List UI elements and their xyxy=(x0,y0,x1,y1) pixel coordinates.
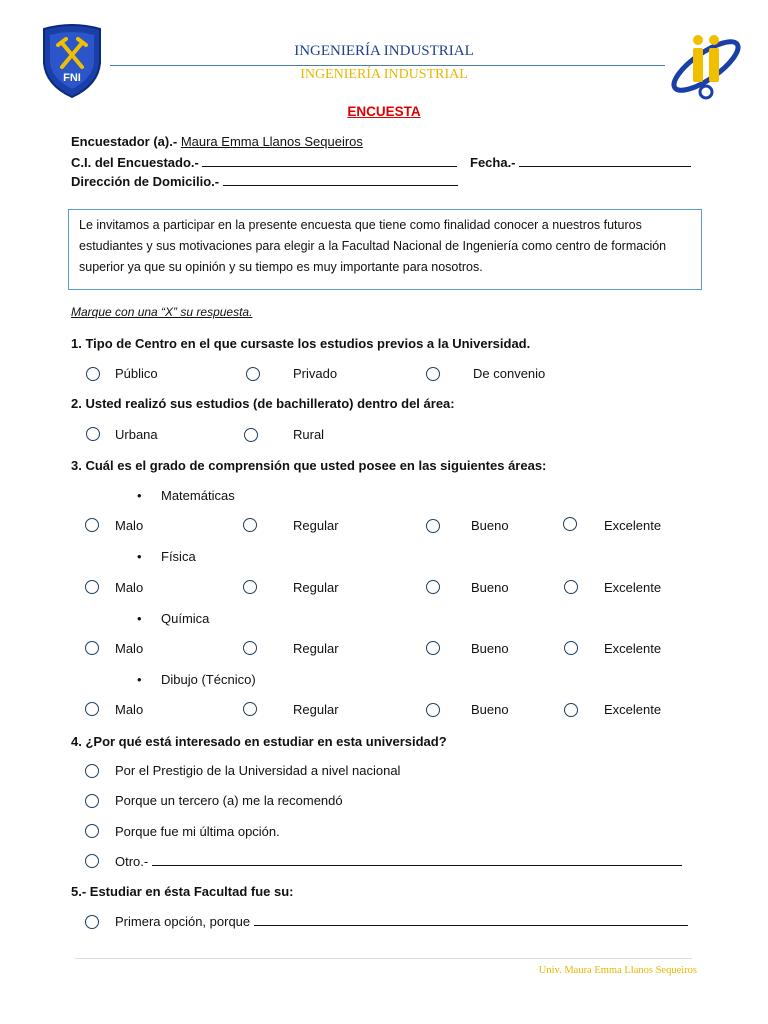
radio-otro[interactable] xyxy=(85,854,99,868)
ii-industrial-logo xyxy=(664,28,748,100)
option-privado: Privado xyxy=(293,366,338,381)
radio-qui-excelente[interactable] xyxy=(564,641,578,655)
radio-fis-malo[interactable] xyxy=(85,580,99,594)
radio-dib-regular[interactable] xyxy=(243,702,257,716)
label-mat-malo: Malo xyxy=(115,518,144,533)
question-3: 3. Cuál es el grado de comprensión que usted posee en las siguientes áreas: xyxy=(71,458,547,473)
radio-primera-opcion[interactable] xyxy=(85,915,99,929)
label-dib-bueno: Bueno xyxy=(471,702,509,717)
area-dibujo: • Dibujo (Técnico) xyxy=(161,672,256,687)
encuestador-label: Encuestador (a).- xyxy=(71,134,178,149)
fecha-field[interactable] xyxy=(519,155,691,167)
label-qui-regular: Regular xyxy=(293,641,339,656)
label-qui-bueno: Bueno xyxy=(471,641,509,656)
option-primera-opcion: Primera opción, porque xyxy=(115,914,251,929)
intro-box: Le invitamos a participar en la presente encuesta que tiene como finalidad conocer a nuestros futuros estudiantes y sus motivaciones para elegir a la Facultad Nacional de Ingeniería como centro de formación superior ya que su opinión y su tiempo es muy importante para nosotros. xyxy=(68,209,702,290)
encuestador-value[interactable]: Maura Emma Llanos Sequeiros xyxy=(180,134,363,149)
option-otro: Otro.- xyxy=(115,854,149,869)
label-mat-excelente: Excelente xyxy=(604,518,662,533)
header-subtitle: INGENIERÍA INDUSTRIAL xyxy=(300,67,468,82)
fni-shield-logo xyxy=(40,23,104,99)
area-matematicas: • Matemáticas xyxy=(161,488,235,503)
label-fis-regular: Regular xyxy=(293,580,339,595)
radio-mat-excelente[interactable] xyxy=(563,517,577,531)
option-rural: Rural xyxy=(293,427,325,442)
radio-prestigio[interactable] xyxy=(85,764,99,778)
radio-privado[interactable] xyxy=(246,367,260,381)
radio-urbana[interactable] xyxy=(86,427,100,441)
radio-fis-regular[interactable] xyxy=(243,580,257,594)
ci-field[interactable] xyxy=(202,155,457,167)
label-qui-malo: Malo xyxy=(115,641,144,656)
ci-label: C.I. del Encuestado.- xyxy=(71,155,199,170)
label-dib-malo: Malo xyxy=(115,702,144,717)
radio-mat-regular[interactable] xyxy=(243,518,257,532)
radio-dib-bueno[interactable] xyxy=(426,703,440,717)
option-publico: Público xyxy=(115,366,158,381)
question-5: 5.- Estudiar en ésta Facultad fue su: xyxy=(71,884,294,899)
option-primera-row xyxy=(115,914,688,929)
label-mat-regular: Regular xyxy=(293,518,339,533)
direccion-field[interactable] xyxy=(223,174,458,186)
question-4: 4. ¿Por qué está interesado en estudiar en esta universidad? xyxy=(71,734,447,749)
fecha-row xyxy=(470,155,691,170)
radio-qui-regular[interactable] xyxy=(243,641,257,655)
radio-rural[interactable] xyxy=(244,428,258,442)
radio-dib-malo[interactable] xyxy=(85,702,99,716)
primera-opcion-field[interactable] xyxy=(254,914,688,926)
label-dib-excelente: Excelente xyxy=(604,702,662,717)
encuestador-row xyxy=(71,134,363,149)
option-otro-row xyxy=(115,854,682,869)
ci-row xyxy=(71,155,457,170)
radio-recomendo[interactable] xyxy=(85,794,99,808)
radio-qui-malo[interactable] xyxy=(85,641,99,655)
footer-author: Univ. Maura Emma Llanos Sequeiros xyxy=(538,965,697,976)
radio-dib-excelente[interactable] xyxy=(564,703,578,717)
label-mat-bueno: Bueno xyxy=(471,518,509,533)
fecha-label: Fecha.- xyxy=(470,155,516,170)
label-fis-bueno: Bueno xyxy=(471,580,509,595)
option-urbana: Urbana xyxy=(115,427,158,442)
radio-mat-bueno[interactable] xyxy=(426,519,440,533)
option-ultima-opcion: Porque fue mi última opción. xyxy=(115,824,280,839)
header-divider xyxy=(110,65,665,66)
radio-qui-bueno[interactable] xyxy=(426,641,440,655)
otro-field[interactable] xyxy=(152,854,682,866)
label-dib-regular: Regular xyxy=(293,702,339,717)
option-prestigio: Por el Prestigio de la Universidad a nivel nacional xyxy=(115,763,401,778)
radio-convenio[interactable] xyxy=(426,367,440,381)
radio-mat-malo[interactable] xyxy=(85,518,99,532)
area-quimica: • Química xyxy=(161,611,209,626)
option-convenio: De convenio xyxy=(473,366,546,381)
question-1: 1. Tipo de Centro en el que cursaste los estudios previos a la Universidad. xyxy=(71,336,531,351)
direccion-row xyxy=(71,174,458,189)
label-fis-malo: Malo xyxy=(115,580,144,595)
document-title: ENCUESTA xyxy=(347,104,421,119)
label-qui-excelente: Excelente xyxy=(604,641,662,656)
radio-fis-bueno[interactable] xyxy=(426,580,440,594)
radio-ultima-opcion[interactable] xyxy=(85,824,99,838)
question-2: 2. Usted realizó sus estudios (de bachillerato) dentro del área: xyxy=(71,396,455,411)
header-title: INGENIERÍA INDUSTRIAL xyxy=(294,43,474,59)
option-recomendo: Porque un tercero (a) me la recomendó xyxy=(115,793,343,808)
instruction-text: Marque con una “X” su respuesta. xyxy=(71,305,253,319)
area-fisica: • Física xyxy=(161,549,196,564)
radio-fis-excelente[interactable] xyxy=(564,580,578,594)
direccion-label: Dirección de Domicilio.- xyxy=(71,174,220,189)
fni-logo-text: FNI xyxy=(63,72,81,84)
radio-publico[interactable] xyxy=(86,367,100,381)
label-fis-excelente: Excelente xyxy=(604,580,662,595)
footer-divider xyxy=(75,958,692,959)
